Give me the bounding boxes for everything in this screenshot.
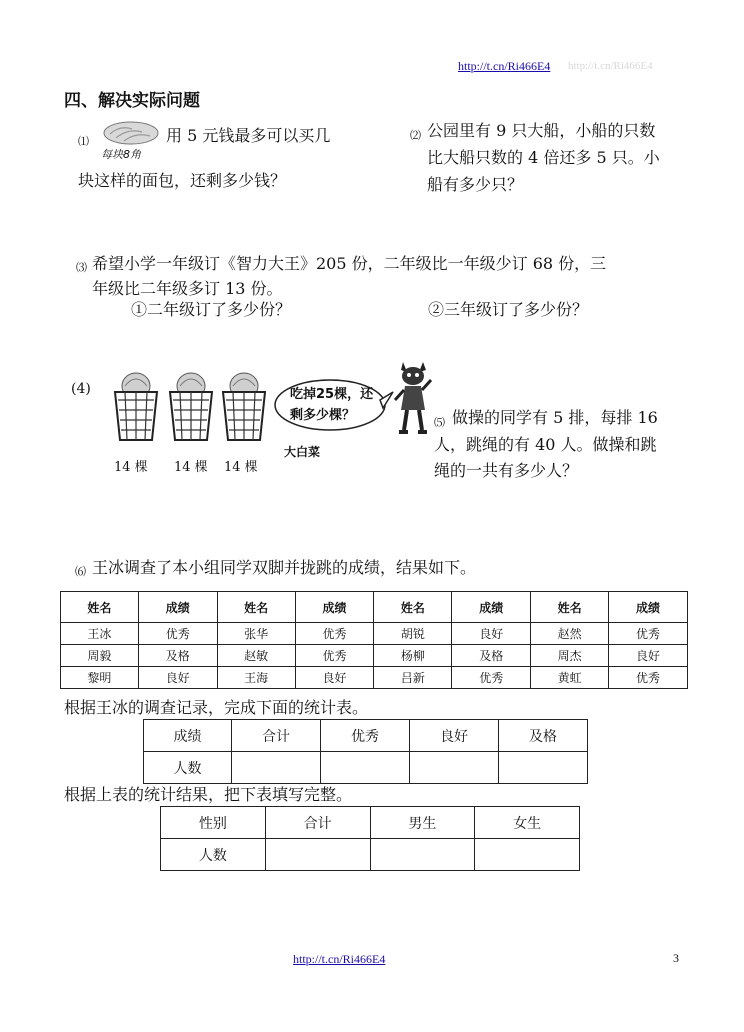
table-header: 成绩	[295, 592, 374, 623]
cabbage-caption: 大白菜	[284, 445, 321, 459]
table-cell: 黄虹	[531, 667, 609, 689]
table-header-row	[161, 807, 580, 839]
table-header: 成绩	[452, 592, 531, 623]
q6-number: ⑹	[75, 566, 86, 578]
table-header: 姓名	[531, 592, 609, 623]
answer-cell[interactable]	[475, 839, 580, 871]
table-cell: 周杰	[531, 645, 609, 667]
table-cell: 赵然	[531, 623, 609, 645]
table-header: 合计	[265, 807, 370, 839]
q5-number: ⑸	[434, 417, 445, 429]
answer-cell[interactable]	[409, 752, 498, 784]
answer-cell[interactable]	[498, 752, 587, 784]
table-header: 及格	[498, 720, 587, 752]
row-label: 人数	[161, 839, 266, 871]
page-number: 3	[673, 951, 679, 965]
table-row	[144, 752, 588, 784]
table-cell: 周毅	[61, 645, 139, 667]
answer-cell[interactable]	[320, 752, 409, 784]
q2-line2: 比大船只数的 4 倍还多 5 只。小	[427, 148, 660, 167]
basket-count-1: 14 棵	[114, 460, 148, 475]
table-row	[61, 623, 688, 645]
q3-number: ⑶	[76, 262, 87, 274]
basket-icon	[170, 373, 212, 440]
table-header: 性别	[161, 807, 266, 839]
section-title: 四、解决实际问题	[64, 91, 200, 111]
table-header: 成绩	[609, 592, 688, 623]
footer-link[interactable]: http://t.cn/Ri466E4	[293, 952, 386, 966]
table-header: 良好	[409, 720, 498, 752]
table-cell: 赵敏	[217, 645, 295, 667]
table-cell: 优秀	[295, 623, 374, 645]
q5-line2: 人，跳绳的有 40 人。做操和跳	[434, 435, 657, 454]
table-header: 合计	[232, 720, 321, 752]
table-cell: 优秀	[452, 667, 531, 689]
q2-line1: 公园里有 9 只大船，小船的只数	[427, 121, 656, 140]
table-cell: 黎明	[61, 667, 139, 689]
q2-number: ⑵	[410, 130, 421, 142]
table-cell: 张华	[217, 623, 295, 645]
q1-line1: 用 5 元钱最多可以买几	[166, 126, 331, 145]
q3-line2: 年级比二年级多订 13 份。	[92, 279, 283, 298]
table-header-row	[61, 592, 688, 623]
q4-number: (4)	[71, 381, 91, 397]
basket-count-3: 14 棵	[224, 460, 258, 475]
q3-sub2: ②三年级订了多少份？	[428, 300, 589, 319]
table-header: 男生	[370, 807, 475, 839]
table-row	[161, 839, 580, 871]
survey-table	[60, 591, 688, 689]
q1-line2: 块这样的面包，还剩多少钱？	[78, 171, 287, 190]
table-row	[61, 667, 688, 689]
table-header: 姓名	[374, 592, 452, 623]
table-cell: 优秀	[609, 623, 688, 645]
table-header: 女生	[475, 807, 580, 839]
table-cell: 良好	[295, 667, 374, 689]
bread-icon	[102, 120, 160, 146]
bubble-line1: 吃掉25棵，还	[290, 387, 374, 402]
table-header: 优秀	[320, 720, 409, 752]
bubble-line2: 剩多少棵？	[290, 408, 356, 423]
answer-cell[interactable]	[370, 839, 475, 871]
answer-cell[interactable]	[265, 839, 370, 871]
table-cell: 及格	[452, 645, 531, 667]
bread-price-label: 每块8角	[101, 148, 141, 161]
table-cell: 及格	[138, 645, 217, 667]
header-link[interactable]: http://t.cn/Ri466E4	[458, 59, 551, 73]
table-cell: 优秀	[295, 645, 374, 667]
answer-cell[interactable]	[232, 752, 321, 784]
basket-count-2: 14 棵	[174, 460, 208, 475]
table-row	[61, 645, 688, 667]
stats-table-grade	[143, 719, 588, 784]
table-cell: 良好	[138, 667, 217, 689]
q3-sub1: ①二年级订了多少份？	[131, 300, 292, 319]
q6-intro: 王冰调查了本小组同学双脚并拢跳的成绩，结果如下。	[92, 558, 477, 577]
header-link-faded: http://t.cn/Ri466E4	[568, 60, 653, 72]
basket-icon	[223, 373, 265, 440]
table-cell: 吕新	[374, 667, 452, 689]
instruction-1: 根据王冰的调查记录，完成下面的统计表。	[64, 698, 369, 717]
cabbage-baskets	[110, 370, 280, 445]
basket-icon	[115, 373, 157, 440]
q3-line1: 希望小学一年级订《智力大王》205 份，二年级比一年级少订 68 份，三	[92, 254, 607, 273]
table-header: 姓名	[217, 592, 295, 623]
table-cell: 良好	[452, 623, 531, 645]
q5-line1: 做操的同学有 5 排，每排 16	[452, 408, 658, 427]
table-cell: 王海	[217, 667, 295, 689]
stats-table-gender	[160, 806, 580, 871]
table-cell: 杨柳	[374, 645, 452, 667]
instruction-2: 根据上表的统计结果，把下表填写完整。	[64, 785, 353, 804]
row-label: 人数	[144, 752, 232, 784]
q2-line3: 船有多少只？	[427, 175, 524, 194]
q5-line3: 绳的一共有多少人？	[434, 461, 579, 480]
table-header: 姓名	[61, 592, 139, 623]
table-header-row	[144, 720, 588, 752]
cartoon-character-icon	[393, 358, 435, 438]
table-cell: 胡锐	[374, 623, 452, 645]
table-header: 成绩	[138, 592, 217, 623]
table-cell: 优秀	[609, 667, 688, 689]
q1-number: ⑴	[78, 136, 89, 148]
table-cell: 良好	[609, 645, 688, 667]
table-cell: 王冰	[61, 623, 139, 645]
table-cell: 优秀	[138, 623, 217, 645]
table-header: 成绩	[144, 720, 232, 752]
